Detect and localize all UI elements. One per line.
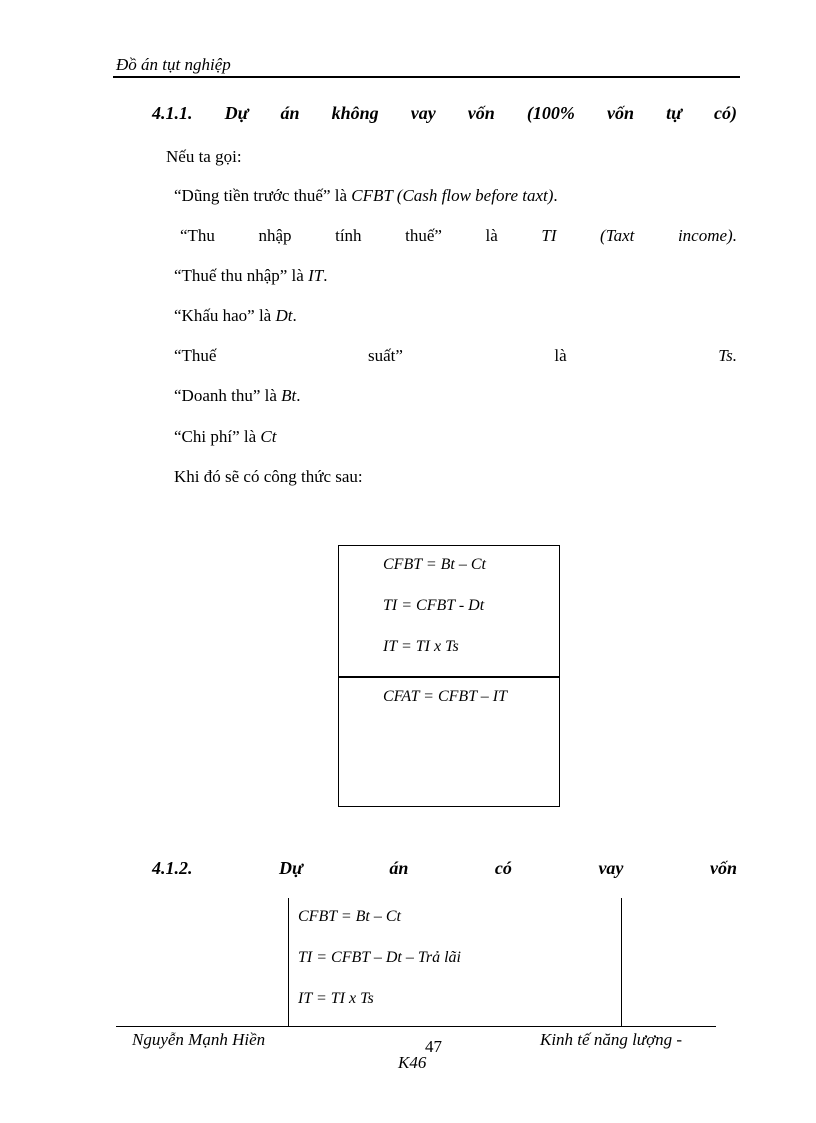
- page-number: 47: [425, 1037, 442, 1056]
- conclusion-text: Khi đó sẽ có công thức sau:: [174, 467, 363, 486]
- equation-cfbt-loan: CFBT = Bt – Ct: [298, 908, 401, 925]
- definition-cfbt: [174, 186, 558, 206]
- definition-term: “Thuế thu nhập” là: [174, 266, 309, 285]
- intro-text: Nếu ta gọi:: [166, 147, 242, 166]
- definition-symbol: Ts.: [718, 346, 737, 365]
- definition-word: income).: [677, 226, 737, 245]
- definition-ti: [180, 226, 737, 246]
- definition-word: tính: [335, 226, 362, 245]
- equation-ti: TI = CFBT - Dt: [383, 597, 485, 614]
- definition-word: suất”: [367, 346, 403, 365]
- definition-bt: [174, 386, 301, 406]
- equation-it: IT = TI x Ts: [383, 638, 459, 655]
- heading-word: 4.1.2.: [152, 858, 193, 878]
- section-heading-4-1-1: [152, 103, 737, 124]
- heading-word: tự: [666, 103, 682, 123]
- heading-word: vốn: [467, 103, 495, 123]
- heading-word: không: [331, 103, 379, 123]
- heading-word: có): [713, 103, 737, 123]
- formula-box-loan-right-border: [621, 898, 622, 1026]
- heading-word: 4.1.1.: [152, 103, 193, 123]
- definition-symbol: Dt: [275, 306, 293, 325]
- footer-divider: [116, 1026, 716, 1027]
- definition-symbol: IT: [308, 266, 324, 285]
- heading-word: vốn: [606, 103, 634, 123]
- equation-cfat: CFAT = CFBT – IT: [383, 688, 508, 705]
- definition-term: “Chi phí” là: [174, 427, 261, 446]
- definition-word: nhập: [258, 226, 292, 245]
- footer-author: Nguyễn Mạnh Hiền: [132, 1030, 266, 1049]
- heading-word: (100%: [526, 103, 575, 123]
- document-header-title: Đồ án tụt nghiệp: [116, 55, 231, 74]
- box-divider: [339, 676, 559, 678]
- definition-term: “Khấu hao” là: [174, 306, 276, 325]
- definition-word: là: [554, 346, 567, 365]
- heading-word: có: [494, 858, 512, 878]
- definition-word: “Thuế: [174, 346, 217, 365]
- heading-word: vay: [598, 858, 624, 878]
- heading-word: vay: [410, 103, 436, 123]
- definition-term: “Dũng tiền trước thuế” là: [174, 186, 352, 205]
- definition-ct: [174, 427, 276, 447]
- heading-word: Dự: [224, 103, 249, 123]
- definition-end: .: [296, 386, 301, 405]
- definition-symbol: Bt: [281, 386, 297, 405]
- formula-box-loan-left-border: [288, 898, 289, 1026]
- heading-word: án: [389, 858, 409, 878]
- definition-symbol: Ct: [260, 427, 277, 446]
- heading-word: vốn: [709, 858, 737, 878]
- definition-term: “Doanh thu” là: [174, 386, 282, 405]
- definition-dt: [174, 306, 297, 326]
- footer-class: K46: [398, 1053, 427, 1072]
- definition-it: [174, 266, 327, 286]
- definition-word: (Taxt: [600, 226, 635, 245]
- definition-word: thuế”: [405, 226, 442, 245]
- equation-it-loan: IT = TI x Ts: [298, 990, 374, 1007]
- definition-end: .: [323, 266, 328, 285]
- definition-end: .: [553, 186, 558, 205]
- definition-ts: [174, 346, 737, 366]
- heading-word: án: [280, 103, 300, 123]
- formula-box-no-loan: [338, 545, 560, 807]
- section-heading-4-1-2: [152, 858, 737, 879]
- definition-word: là: [485, 226, 498, 245]
- equation-cfbt: CFBT = Bt – Ct: [383, 556, 486, 573]
- equation-ti-loan: TI = CFBT – Dt – Trả lãi: [298, 949, 461, 966]
- definition-word: “Thu: [180, 226, 215, 245]
- definition-symbol: CFBT (Cash flow before taxt): [351, 186, 554, 205]
- heading-word: Dự: [279, 858, 303, 878]
- definition-end: .: [292, 306, 297, 325]
- footer-department: Kinh tế năng lượng -: [540, 1030, 683, 1049]
- definition-symbol: TI: [541, 226, 557, 245]
- header-divider: [113, 76, 740, 78]
